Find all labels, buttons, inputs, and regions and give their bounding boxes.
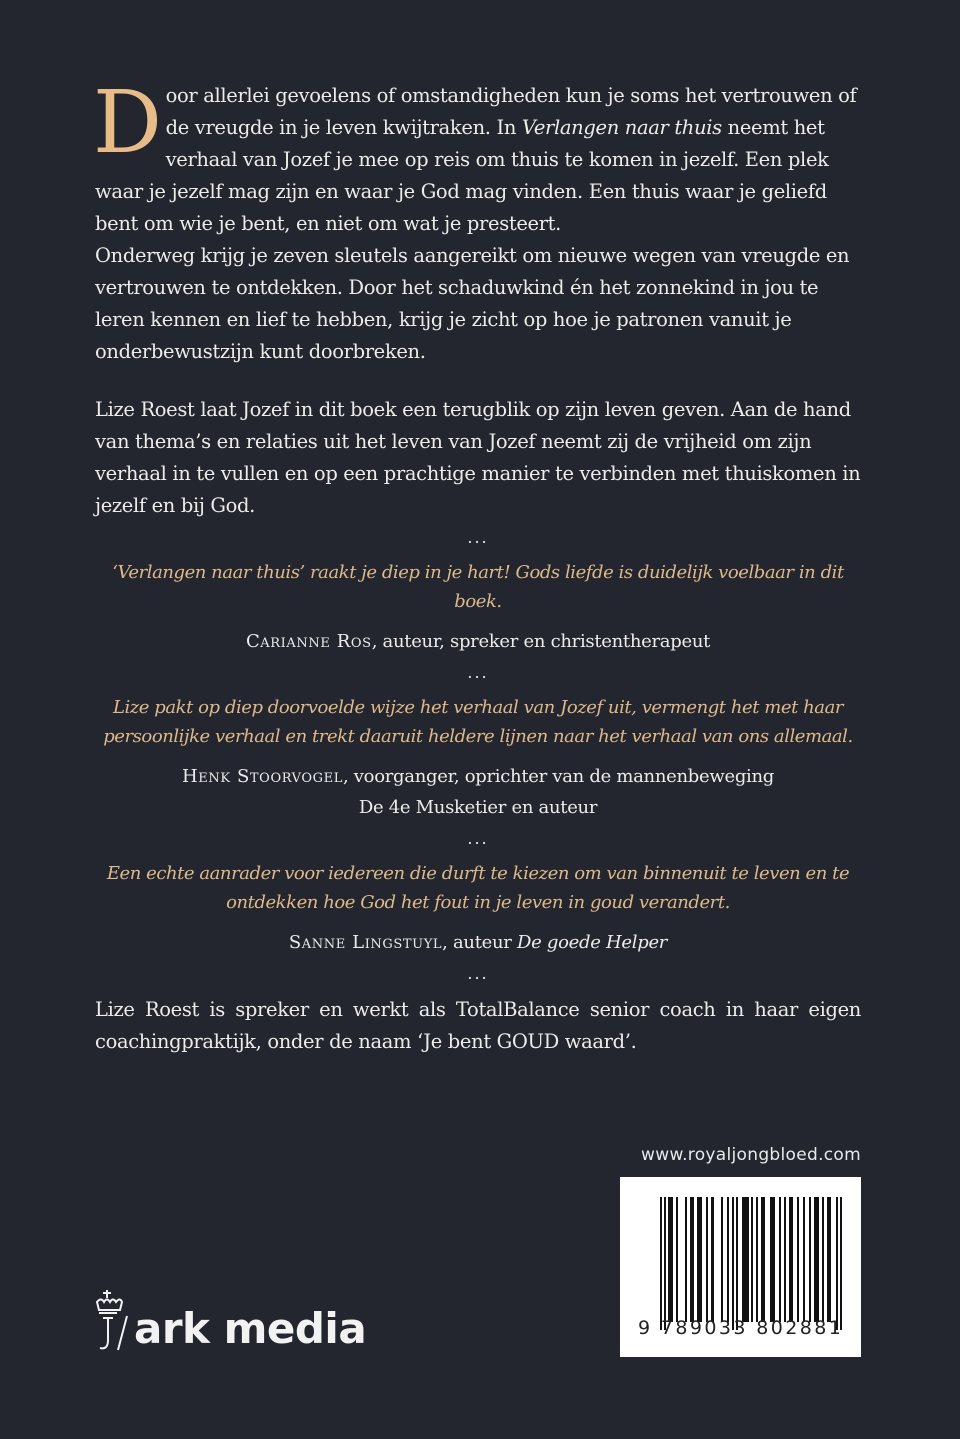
quote-3: Een echte aanrader voor iedereen die durft te kiezen om van binnenuit te leven en te ontdekken hoe God het fout in je leven in goud verandert. (106, 863, 850, 913)
separator: ... (467, 528, 489, 547)
attribution-1: Carianne Ros, auteur, spreker en christentherapeut (245, 631, 711, 652)
barcode (620, 1177, 861, 1357)
attribution-2: Henk Stoorvogel, voorganger, oprichter van de mannenbeweging De 4e Musketier en auteur (181, 766, 775, 818)
logo-text: ark media (134, 1304, 367, 1353)
paragraph-keys: Onderweg krijg je zeven sleutels aangereikt om nieuwe wegen van vreugde en vertrouwen te ontdekken. Door het schaduwkind én het zonnekind in jou te leren kennen en lief te hebben, krijg je zicht op hoe je patronen vanuit je onderbewustzijn kunt doorbreken. (95, 244, 850, 363)
publisher-logo (94, 1288, 366, 1354)
paragraph-summary: Lize Roest laat Jozef in dit boek een terugblik op zijn leven geven. Aan de hand van thema’s en relaties uit het leven van Jozef neemt zij de vrijheid om zijn verhaal in te vullen en op een prachtige manier te verbinden met thuiskomen in jezelf en bij God. (95, 398, 861, 517)
intro-paragraph: Door allerlei gevoelens of omstandigheden kun je soms het vertrouwen of de vreugde in je leven kwijtraken. In Verlangen naar thuis neemt het verhaal van Jozef je mee op reis om thuis te komen in jezelf. Een plek waar je jezelf mag zijn en waar je God mag vinden. Een thuis waar je geliefd bent om wie je bent, en niet om wat je presteert. (93, 73, 857, 235)
crown-j-icon (94, 1288, 130, 1354)
author-bio: Lize Roest is spreker en werkt als TotalBalance senior coach in haar eigen coachingpraktijk, onder de naam ‘Je bent GOUD waard’. (95, 998, 861, 1053)
publisher-url[interactable]: www.royaljongbloed.com (641, 1145, 861, 1165)
quote-1: ‘Verlangen naar thuis’ raakt je diep in je hart! Gods liefde is duidelijk voelbaar in dit boek. (112, 562, 844, 612)
separator: ... (467, 964, 489, 983)
isbn-number: 9 789033 802881 (638, 1317, 844, 1339)
attribution-3: Sanne Lingstuyl, auteur De goede Helper (288, 932, 668, 953)
barcode-bars-icon (660, 1197, 845, 1330)
back-cover-text (93, 73, 861, 1058)
book-title: Verlangen naar thuis (521, 116, 722, 139)
drop-cap: D (93, 73, 162, 173)
separator: ... (467, 829, 489, 848)
separator: ... (467, 663, 489, 682)
quote-2: Lize pakt op diep doorvoelde wijze het verhaal van Jozef uit, vermengt het met haar persoonlijke verhaal en trekt daaruit heldere lijnen naar het verhaal van ons allemaal. (103, 697, 853, 747)
